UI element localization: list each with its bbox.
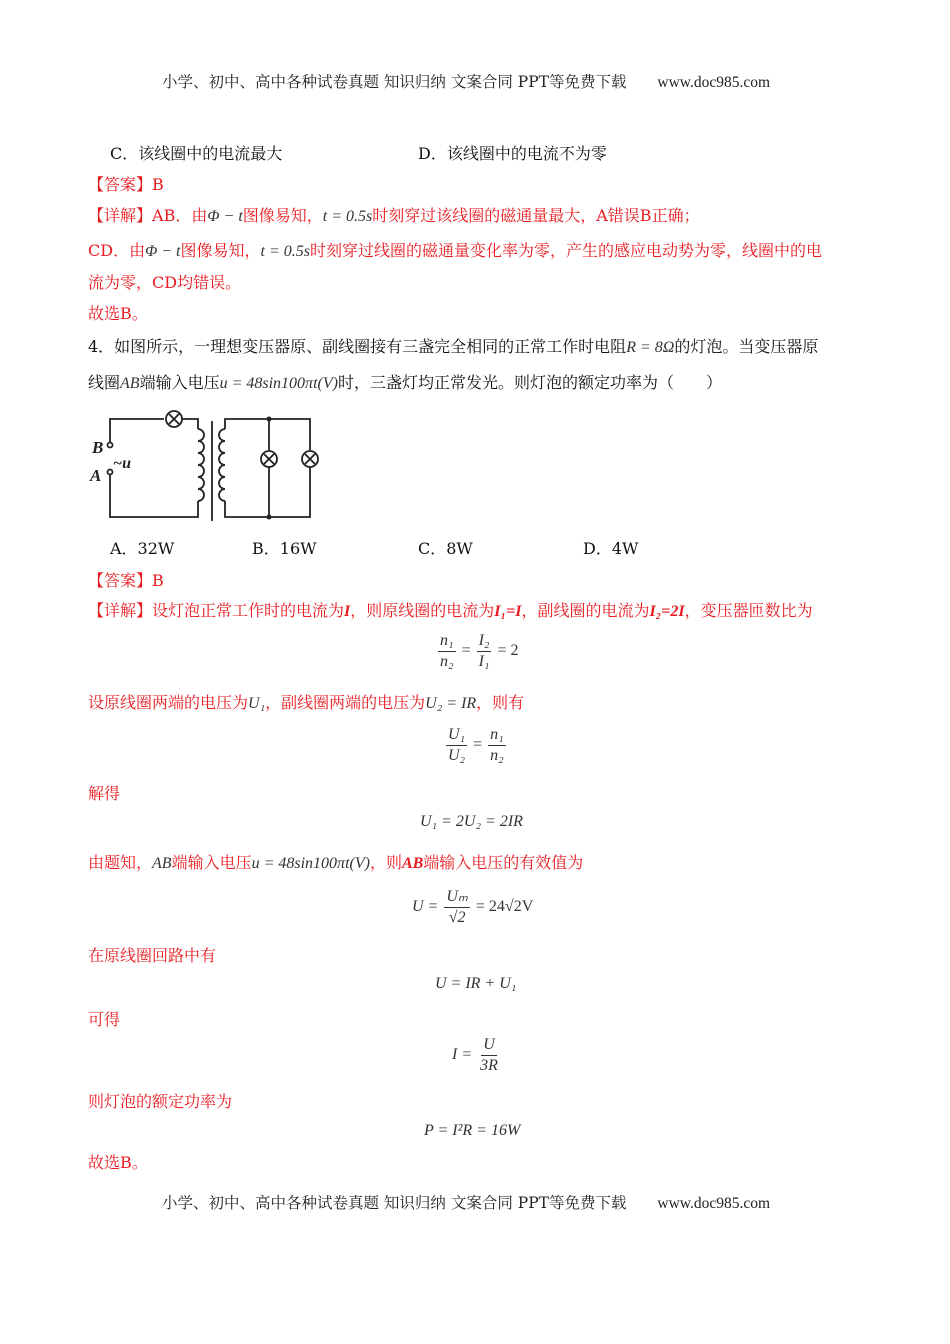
terminal-label-a: A xyxy=(90,466,102,485)
q4-get-label: 可得 xyxy=(88,1010,121,1029)
footer-text: 小学、初中、高中各种试卷真题 知识归纳 文案合同 PPT等免费下载 xyxy=(162,1194,627,1212)
equation-effective-voltage: U = $\frac{\text{Uₘ}}{√2}$ = 24√2V xyxy=(412,888,534,926)
page-footer xyxy=(162,1191,770,1213)
q3-explain-cd: CD．由Φ − t图像易知，t = 0.5s时刻穿过线圈的磁通量变化率为零，产生的感应电动势为零，线圈中的电 xyxy=(88,241,822,260)
page-header xyxy=(162,70,770,92)
q4-voltage-line: 设原线圈两端的电压为U₁，副线圈两端的电压为U₂ = IR，则有 xyxy=(88,693,525,712)
q4-power-label: 则灯泡的额定功率为 xyxy=(88,1092,233,1111)
q4-solve-label: 解得 xyxy=(88,784,121,803)
header-url[interactable]: www.doc985.com xyxy=(657,74,771,91)
q4-explain-line1: 【详解】设灯泡正常工作时的电流为I，则原线圈的电流为I₁=I，副线圈的电流为I₂=2I，变压器匝数比为 xyxy=(88,601,813,620)
q4-conclusion: 故选B。 xyxy=(88,1153,148,1172)
q4-option-a: A．32W xyxy=(110,539,175,558)
q3-conclusion: 故选B。 xyxy=(88,304,148,323)
q4-option-c: C．8W xyxy=(418,539,473,558)
terminal-label-b: B xyxy=(92,438,104,457)
q4-option-d: D．4W xyxy=(583,539,639,558)
q4-loop-label: 在原线圈回路中有 xyxy=(88,946,217,965)
q3-option-c: C．该线圈中的电流最大 xyxy=(110,144,283,163)
footer-url[interactable]: www.doc985.com xyxy=(657,1195,771,1212)
q4-known-line: 由题知，AB端输入电压u = 48sin100πt(V)，则AB端输入电压的有效值为 xyxy=(88,853,584,872)
q3-option-d: D．该线圈中的电流不为零 xyxy=(418,144,607,163)
equation-voltage-ratio: $\frac{\text{U₁}}{\text{U₂}}$ = $\frac{\text{n₁}}{\text{n₂}}$ xyxy=(448,726,504,764)
q4-answer: 【答案】B xyxy=(88,571,164,590)
equation-current: I = $\frac{U}{3R}$ xyxy=(452,1036,498,1074)
q3-explain-ab: 【详解】AB．由Φ − t图像易知，t = 0.5s时刻穿过该线圈的磁通量最大，A错误B正确； xyxy=(88,206,700,225)
q3-explain-cd-cont: 流为零，CD均错误。 xyxy=(88,273,242,292)
source-label-u: ~u xyxy=(113,455,132,472)
q4-option-b: B．16W xyxy=(252,539,317,558)
equation-u1: U₁ = 2U₂ = 2IR xyxy=(420,813,523,830)
equation-power: P = I²R = 16W xyxy=(424,1122,521,1139)
q4-stem-line1: 4．如图所示，一理想变压器原、副线圈接有三盏完全相同的正常工作时电阻R = 8Ω的灯泡。当变压器原 xyxy=(88,337,819,356)
header-text: 小学、初中、高中各种试卷真题 知识归纳 文案合同 PPT等免费下载 xyxy=(162,73,627,91)
transformer-circuit-diagram xyxy=(84,405,324,530)
equation-turns-ratio: $\frac{\text{n₁}}{\text{n₂}}$ = $\frac{\text{I₂}}{\text{I₁}}$ = 2 xyxy=(440,632,519,670)
q4-stem-line2: 线圈AB端输入电压u = 48sin100πt(V)时，三盏灯均正常发光。则灯泡的额定功率为（ ） xyxy=(88,373,722,392)
equation-loop: U = IR + U₁ xyxy=(435,975,517,992)
q3-answer: 【答案】B xyxy=(88,175,164,194)
